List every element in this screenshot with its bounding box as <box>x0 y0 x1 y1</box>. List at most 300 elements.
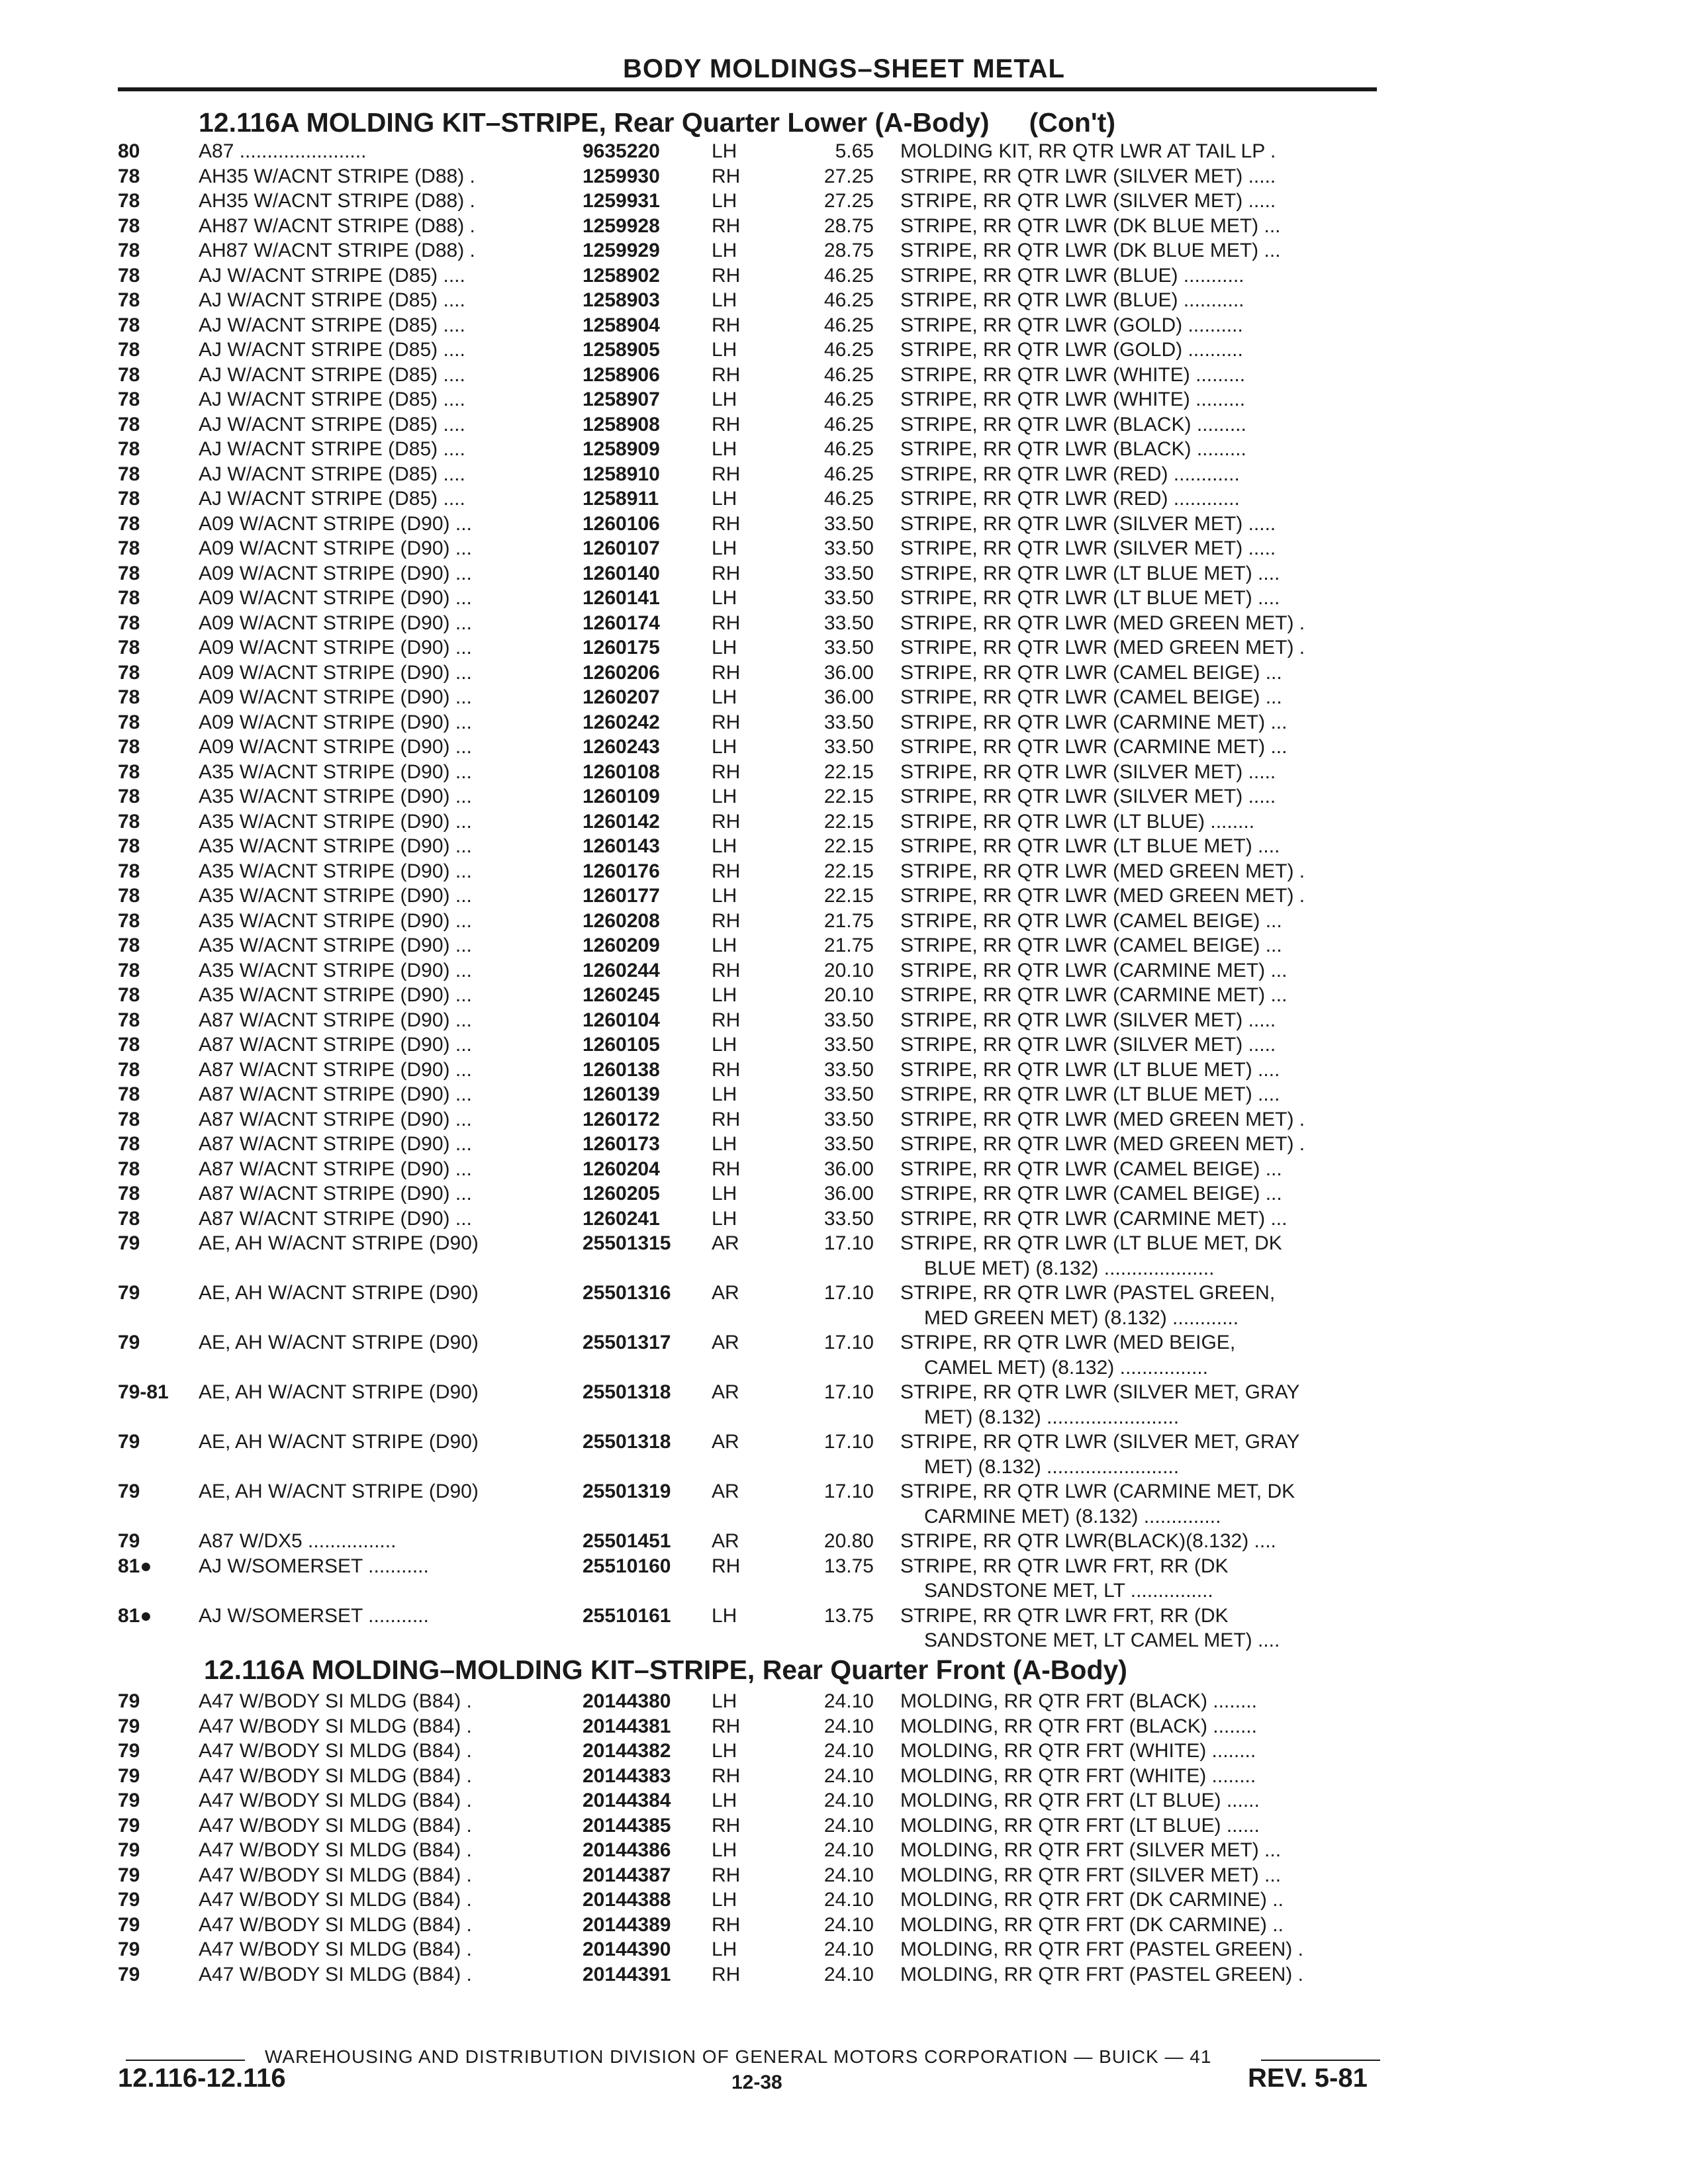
description-line: STRIPE, RR QTR LWR (LT BLUE MET) .... <box>900 587 1280 609</box>
fig-number: 78 <box>118 1009 140 1031</box>
part-description <box>900 214 1387 239</box>
table-row <box>0 958 1688 983</box>
part-description <box>900 164 1387 189</box>
list-price: 13.75 <box>823 1604 874 1627</box>
fig-number: 78 <box>118 165 140 187</box>
footer-revision: REV. 5-81 <box>1248 2064 1368 2093</box>
parts-table-front <box>0 1689 1688 1987</box>
description-line: STRIPE, RR QTR LWR (CARMINE MET) ... <box>900 711 1288 733</box>
table-row <box>0 1913 1688 1938</box>
model-usage: AJ W/ACNT STRIPE (D85) .... <box>199 289 465 311</box>
side-code: AR <box>712 1480 739 1502</box>
fig-number: 78 <box>118 512 140 535</box>
table-row <box>0 1281 1688 1330</box>
part-description <box>900 387 1387 412</box>
side-code: RH <box>712 1158 741 1180</box>
model-usage: A87 W/ACNT STRIPE (D90) ... <box>199 1207 472 1230</box>
part-description <box>900 1380 1387 1430</box>
list-price: 27.25 <box>823 190 874 212</box>
part-description <box>900 1231 1387 1281</box>
model-usage: AJ W/ACNT STRIPE (D85) .... <box>199 339 465 361</box>
fig-number: 79 <box>118 1889 140 1911</box>
model-usage: A09 W/ACNT STRIPE (D90) ... <box>199 512 472 535</box>
model-usage: AH87 W/ACNT STRIPE (D88) . <box>199 240 475 261</box>
fig-number: 79 <box>118 1938 140 1960</box>
description-line: STRIPE, RR QTR LWR (MED GREEN MET) . <box>900 1108 1305 1130</box>
list-price: 24.10 <box>823 1690 874 1712</box>
list-price: 22.15 <box>823 786 874 807</box>
fig-number: 78 <box>118 314 140 336</box>
fig-number: 78 <box>118 909 140 932</box>
part-number: 1260208 <box>583 909 660 932</box>
list-price: 46.25 <box>823 438 874 460</box>
part-number: 25501317 <box>583 1332 671 1353</box>
part-number: 20144380 <box>583 1690 671 1712</box>
model-usage: A09 W/ACNT STRIPE (D90) ... <box>199 562 472 584</box>
table-row <box>0 1430 1688 1479</box>
fig-number: 78 <box>118 463 140 485</box>
list-price: 33.50 <box>823 711 874 733</box>
fig-number: 79 <box>118 1913 140 1936</box>
section-title-lower <box>199 107 1115 138</box>
side-code: LH <box>712 488 737 510</box>
table-row <box>0 784 1688 809</box>
description-line: STRIPE, RR QTR LWR (CAMEL BEIGE) ... <box>900 686 1282 708</box>
list-price: 33.50 <box>823 512 874 535</box>
side-code: LH <box>712 1790 737 1811</box>
table-row <box>0 512 1688 537</box>
model-usage: AE, AH W/ACNT STRIPE (D90) <box>199 1480 479 1502</box>
side-code: LH <box>712 1690 737 1712</box>
part-description <box>900 660 1387 686</box>
description-line: STRIPE, RR QTR LWR (MED GREEN MET) . <box>900 612 1305 634</box>
part-description <box>900 1132 1387 1157</box>
part-number: 1260206 <box>583 661 660 684</box>
table-row <box>0 1032 1688 1058</box>
table-row <box>0 139 1688 164</box>
table-row <box>0 263 1688 289</box>
description-line: STRIPE, RR QTR LWR (SILVER MET) ..... <box>900 165 1276 187</box>
table-row <box>0 710 1688 735</box>
description-line: STRIPE, RR QTR LWR (CAMEL BEIGE) ... <box>900 1183 1282 1205</box>
part-description <box>900 760 1387 785</box>
description-line: MOLDING, RR QTR FRT (WHITE) ........ <box>900 1764 1256 1787</box>
table-row <box>0 586 1688 611</box>
description-line: STRIPE, RR QTR LWR (RED) ............ <box>900 488 1240 510</box>
side-code: LH <box>712 637 737 659</box>
side-code: RH <box>712 1555 741 1577</box>
side-code: RH <box>712 860 741 882</box>
side-code: LH <box>712 1604 737 1627</box>
list-price: 24.10 <box>823 1963 874 1985</box>
list-price: 46.25 <box>823 363 874 386</box>
part-number: 1260106 <box>583 512 660 535</box>
side-code: RH <box>712 1764 741 1787</box>
table-row <box>0 1937 1688 1962</box>
model-usage: AE, AH W/ACNT STRIPE (D90) <box>199 1431 479 1453</box>
fig-number: 78 <box>118 1083 140 1105</box>
side-code: LH <box>712 1938 737 1960</box>
side-code: LH <box>712 786 737 807</box>
model-usage: A87 W/ACNT STRIPE (D90) ... <box>199 1034 472 1056</box>
description-line: STRIPE, RR QTR LWR (SILVER MET) ..... <box>900 760 1276 783</box>
fig-number: 79 <box>118 1839 140 1861</box>
model-usage: A47 W/BODY SI MLDG (B84) . <box>199 1913 472 1936</box>
section-title-text: 12.116A MOLDING–MOLDING KIT–STRIPE, Rear Quarter Front (A-Body) <box>204 1655 1127 1685</box>
side-code: RH <box>712 413 741 435</box>
part-number: 1258911 <box>583 488 659 510</box>
part-description <box>900 1962 1387 1987</box>
side-code: RH <box>712 363 741 386</box>
description-line: MED GREEN MET) (8.132) ............ <box>924 1306 1239 1329</box>
side-code: RH <box>712 1058 741 1081</box>
list-price: 46.25 <box>823 388 874 410</box>
part-number: 1260177 <box>583 885 660 907</box>
side-code: AR <box>712 1232 739 1254</box>
fig-number: 79 <box>118 1814 140 1837</box>
model-usage: AH87 W/ACNT STRIPE (D88) . <box>199 214 475 237</box>
table-row <box>0 1529 1688 1554</box>
fig-number: 78 <box>118 637 140 659</box>
part-description <box>900 412 1387 437</box>
part-number: 25501318 <box>583 1381 671 1403</box>
description-line: STRIPE, RR QTR LWR (GOLD) .......... <box>900 339 1243 361</box>
part-description <box>900 685 1387 710</box>
part-number: 1260108 <box>583 760 660 783</box>
part-description <box>900 1479 1387 1529</box>
model-usage: A09 W/ACNT STRIPE (D90) ... <box>199 736 472 758</box>
part-description <box>900 834 1387 859</box>
description-line: STRIPE, RR QTR LWR FRT, RR (DK <box>900 1555 1229 1577</box>
description-line: STRIPE, RR QTR LWR (MED GREEN MET) . <box>900 1133 1305 1155</box>
part-description <box>900 1863 1387 1888</box>
fig-number: 78 <box>118 388 140 410</box>
side-code: LH <box>712 289 737 311</box>
table-row <box>0 1764 1688 1789</box>
list-price: 33.50 <box>823 1133 874 1155</box>
part-description <box>900 735 1387 760</box>
model-usage: A87 W/ACNT STRIPE (D90) ... <box>199 1158 472 1180</box>
table-row <box>0 387 1688 412</box>
side-code: AR <box>712 1431 739 1453</box>
description-line: STRIPE, RR QTR LWR (BLUE) ........... <box>900 264 1244 287</box>
table-row <box>0 437 1688 462</box>
part-description <box>900 139 1387 164</box>
part-number: 20144385 <box>583 1814 671 1837</box>
fig-number: 78 <box>118 264 140 287</box>
model-usage: A09 W/ACNT STRIPE (D90) ... <box>199 686 472 708</box>
description-line: STRIPE, RR QTR LWR (DK BLUE MET) ... <box>900 214 1281 237</box>
fig-number: 78 <box>118 190 140 212</box>
fig-number: 79 <box>118 1690 140 1712</box>
side-code: LH <box>712 934 737 956</box>
part-number: 20144387 <box>583 1864 671 1886</box>
side-code: LH <box>712 686 737 708</box>
table-row <box>0 164 1688 189</box>
part-number: 1259928 <box>583 214 660 237</box>
part-number: 1259929 <box>583 240 660 261</box>
part-number: 25501316 <box>583 1282 671 1304</box>
model-usage: A87 W/ACNT STRIPE (D90) ... <box>199 1183 472 1205</box>
part-number: 1258908 <box>583 413 660 435</box>
part-description <box>900 1888 1387 1913</box>
fig-number: 78 <box>118 1108 140 1130</box>
part-description <box>900 1206 1387 1232</box>
table-row <box>0 834 1688 859</box>
model-usage: A09 W/ACNT STRIPE (D90) ... <box>199 537 472 559</box>
table-row <box>0 635 1688 660</box>
table-row <box>0 486 1688 512</box>
side-code: LH <box>712 885 737 907</box>
description-line: STRIPE, RR QTR LWR (MED GREEN MET) . <box>900 637 1305 659</box>
side-code: RH <box>712 711 741 733</box>
list-price: 22.15 <box>823 810 874 833</box>
model-usage: AE, AH W/ACNT STRIPE (D90) <box>199 1381 479 1403</box>
description-line: STRIPE, RR QTR LWR (CARMINE MET) ... <box>900 736 1288 758</box>
description-line: MOLDING, RR QTR FRT (WHITE) ........ <box>900 1740 1256 1762</box>
part-number: 1258907 <box>583 388 660 410</box>
part-number: 1260140 <box>583 562 660 584</box>
list-price: 46.25 <box>823 314 874 336</box>
part-number: 20144391 <box>583 1963 671 1985</box>
description-line: MOLDING, RR QTR FRT (PASTEL GREEN) . <box>900 1963 1303 1985</box>
table-row <box>0 1888 1688 1913</box>
description-line: STRIPE, RR QTR LWR (BLACK) ......... <box>900 438 1246 460</box>
table-row <box>0 611 1688 636</box>
side-code: RH <box>712 463 741 485</box>
part-description <box>900 512 1387 537</box>
table-row <box>0 909 1688 934</box>
model-usage: AJ W/ACNT STRIPE (D85) .... <box>199 388 465 410</box>
part-number: 20144389 <box>583 1913 671 1936</box>
table-row <box>0 760 1688 785</box>
fig-number: 78 <box>118 686 140 708</box>
model-usage: A35 W/ACNT STRIPE (D90) ... <box>199 959 472 981</box>
list-price: 24.10 <box>823 1715 874 1737</box>
list-price: 46.25 <box>823 339 874 361</box>
fig-number: 78 <box>118 438 140 460</box>
part-number: 1260242 <box>583 711 660 733</box>
list-price: 21.75 <box>823 909 874 932</box>
part-number: 1260107 <box>583 537 660 559</box>
table-row <box>0 238 1688 263</box>
model-usage: A47 W/BODY SI MLDG (B84) . <box>199 1814 472 1837</box>
fig-number: 78 <box>118 537 140 559</box>
fig-number: 79 <box>118 1282 140 1304</box>
part-number: 1258904 <box>583 314 660 336</box>
fig-number: 79 <box>118 1715 140 1737</box>
description-line: STRIPE, RR QTR LWR (CARMINE MET) ... <box>900 1207 1288 1230</box>
description-line: STRIPE, RR QTR LWR (LT BLUE MET) .... <box>900 1083 1280 1105</box>
description-line: STRIPE, RR QTR LWR (LT BLUE MET) .... <box>900 835 1280 857</box>
list-price: 46.25 <box>823 488 874 510</box>
fig-number: 79 <box>118 1963 140 1985</box>
description-line: STRIPE, RR QTR LWR (SILVER MET) ..... <box>900 537 1276 559</box>
footer-page-number: 12-38 <box>731 2071 782 2093</box>
fig-number: 79 <box>118 1332 140 1353</box>
side-code: LH <box>712 140 737 162</box>
part-number: 20144383 <box>583 1764 671 1787</box>
part-description <box>900 486 1387 512</box>
side-code: LH <box>712 1889 737 1911</box>
description-line: MET) (8.132) ........................ <box>924 1406 1180 1428</box>
side-code: AR <box>712 1381 739 1403</box>
fig-number: 78 <box>118 413 140 435</box>
fig-number: 78 <box>118 1183 140 1205</box>
side-code: LH <box>712 240 737 261</box>
part-number: 1260104 <box>583 1009 660 1031</box>
description-line: STRIPE, RR QTR LWR (MED BEIGE, <box>900 1332 1236 1353</box>
fig-number: 78 <box>118 562 140 584</box>
list-price: 46.25 <box>823 289 874 311</box>
description-line: STRIPE, RR QTR LWR (CAMEL BEIGE) ... <box>900 909 1282 932</box>
table-row <box>0 1739 1688 1764</box>
list-price: 13.75 <box>823 1555 874 1577</box>
table-row <box>0 735 1688 760</box>
part-description <box>900 1554 1387 1604</box>
side-code: AR <box>712 1332 739 1353</box>
part-description <box>900 1082 1387 1107</box>
part-description <box>900 1107 1387 1132</box>
side-code: RH <box>712 1814 741 1837</box>
side-code: LH <box>712 388 737 410</box>
description-line: CARMINE MET) (8.132) .............. <box>924 1505 1221 1527</box>
part-description <box>900 263 1387 289</box>
fig-number: 81● <box>118 1604 152 1627</box>
part-number: 1260241 <box>583 1207 660 1230</box>
description-line: STRIPE, RR QTR LWR (DK BLUE MET) ... <box>900 240 1281 261</box>
fig-number: 78 <box>118 1133 140 1155</box>
part-number: 20144382 <box>583 1740 671 1762</box>
model-usage: A87 W/ACNT STRIPE (D90) ... <box>199 1133 472 1155</box>
part-number: 25510161 <box>583 1604 671 1627</box>
part-number: 20144381 <box>583 1715 671 1737</box>
side-code: LH <box>712 984 737 1006</box>
side-code: RH <box>712 760 741 783</box>
description-line: STRIPE, RR QTR LWR (SILVER MET) ..... <box>900 512 1276 535</box>
list-price: 5.65 <box>835 140 874 162</box>
list-price: 33.50 <box>823 1108 874 1130</box>
part-number: 1260105 <box>583 1034 660 1056</box>
model-usage: A35 W/ACNT STRIPE (D90) ... <box>199 860 472 882</box>
side-code: RH <box>712 1864 741 1886</box>
list-price: 28.75 <box>823 240 874 261</box>
table-row <box>0 1132 1688 1157</box>
part-description <box>900 586 1387 611</box>
description-line: MOLDING, RR QTR FRT (LT BLUE) ...... <box>900 1790 1260 1811</box>
model-usage: A09 W/ACNT STRIPE (D90) ... <box>199 637 472 659</box>
model-usage: A47 W/BODY SI MLDG (B84) . <box>199 1764 472 1787</box>
side-code: RH <box>712 959 741 981</box>
side-code: RH <box>712 1963 741 1985</box>
table-row <box>0 1788 1688 1813</box>
model-usage: AJ W/ACNT STRIPE (D85) .... <box>199 463 465 485</box>
description-line: STRIPE, RR QTR LWR (PASTEL GREEN, <box>900 1282 1276 1304</box>
side-code: RH <box>712 1108 741 1130</box>
list-price: 22.15 <box>823 835 874 857</box>
table-row <box>0 1008 1688 1033</box>
list-price: 22.15 <box>823 885 874 907</box>
model-usage: A87 W/ACNT STRIPE (D90) ... <box>199 1108 472 1130</box>
model-usage: AJ W/ACNT STRIPE (D85) .... <box>199 264 465 287</box>
side-code: LH <box>712 1034 737 1056</box>
description-line: STRIPE, RR QTR LWR (CAMEL BEIGE) ... <box>900 1158 1282 1180</box>
model-usage: A35 W/ACNT STRIPE (D90) ... <box>199 810 472 833</box>
description-line: STRIPE, RR QTR LWR (SILVER MET) ..... <box>900 1034 1276 1056</box>
table-row <box>0 412 1688 437</box>
description-line: MOLDING, RR QTR FRT (SILVER MET) ... <box>900 1864 1282 1886</box>
section-title-text: 12.116A MOLDING KIT–STRIPE, Rear Quarter Lower (A-Body) <box>199 107 990 138</box>
part-number: 1260205 <box>583 1183 660 1205</box>
side-code: AR <box>712 1282 739 1304</box>
model-usage: AE, AH W/ACNT STRIPE (D90) <box>199 1282 479 1304</box>
table-row <box>0 933 1688 958</box>
part-number: 1260173 <box>583 1133 660 1155</box>
model-usage: A47 W/BODY SI MLDG (B84) . <box>199 1790 472 1811</box>
list-price: 17.10 <box>823 1381 874 1403</box>
table-row <box>0 288 1688 313</box>
table-row <box>0 1813 1688 1839</box>
fig-number: 78 <box>118 363 140 386</box>
model-usage: A35 W/ACNT STRIPE (D90) ... <box>199 760 472 783</box>
table-row <box>0 1157 1688 1182</box>
description-line: STRIPE, RR QTR LWR (CARMINE MET) ... <box>900 959 1288 981</box>
table-row <box>0 1554 1688 1604</box>
list-price: 22.15 <box>823 860 874 882</box>
list-price: 33.50 <box>823 736 874 758</box>
description-line: MET) (8.132) ........................ <box>924 1455 1180 1478</box>
continued-label: (Con't) <box>1029 107 1115 138</box>
part-number: 20144384 <box>583 1790 671 1811</box>
model-usage: A47 W/BODY SI MLDG (B84) . <box>199 1889 472 1911</box>
part-description <box>900 1913 1387 1938</box>
list-price: 28.75 <box>823 214 874 237</box>
side-code: LH <box>712 1133 737 1155</box>
fig-number: 78 <box>118 984 140 1006</box>
description-line: MOLDING, RR QTR FRT (LT BLUE) ...... <box>900 1814 1260 1837</box>
fig-number: 79 <box>118 1790 140 1811</box>
side-code: LH <box>712 438 737 460</box>
part-description <box>900 1604 1387 1653</box>
fig-number: 78 <box>118 1034 140 1056</box>
side-code: RH <box>712 612 741 634</box>
part-description <box>900 1330 1387 1380</box>
side-code: LH <box>712 736 737 758</box>
fig-number: 78 <box>118 214 140 237</box>
description-line: STRIPE, RR QTR LWR (CARMINE MET, DK <box>900 1480 1295 1502</box>
list-price: 33.50 <box>823 1009 874 1031</box>
table-row <box>0 1689 1688 1714</box>
fig-number: 79 <box>118 1232 140 1254</box>
part-description <box>900 1689 1387 1714</box>
description-line: STRIPE, RR QTR LWR (LT BLUE) ........ <box>900 810 1255 833</box>
fig-number: 78 <box>118 1207 140 1230</box>
list-price: 24.10 <box>823 1889 874 1911</box>
part-number: 1260243 <box>583 736 660 758</box>
part-number: 1258909 <box>583 438 660 460</box>
list-price: 24.10 <box>823 1814 874 1837</box>
list-price: 33.50 <box>823 1207 874 1230</box>
part-number: 1260172 <box>583 1108 660 1130</box>
description-line: MOLDING, RR QTR FRT (BLACK) ........ <box>900 1690 1257 1712</box>
part-description <box>900 288 1387 313</box>
list-price: 24.10 <box>823 1913 874 1936</box>
model-usage: A47 W/BODY SI MLDG (B84) . <box>199 1715 472 1737</box>
side-code: LH <box>712 1083 737 1105</box>
list-price: 33.50 <box>823 1058 874 1081</box>
part-number: 25501318 <box>583 1431 671 1453</box>
description-line: STRIPE, RR QTR LWR (RED) ............ <box>900 463 1240 485</box>
